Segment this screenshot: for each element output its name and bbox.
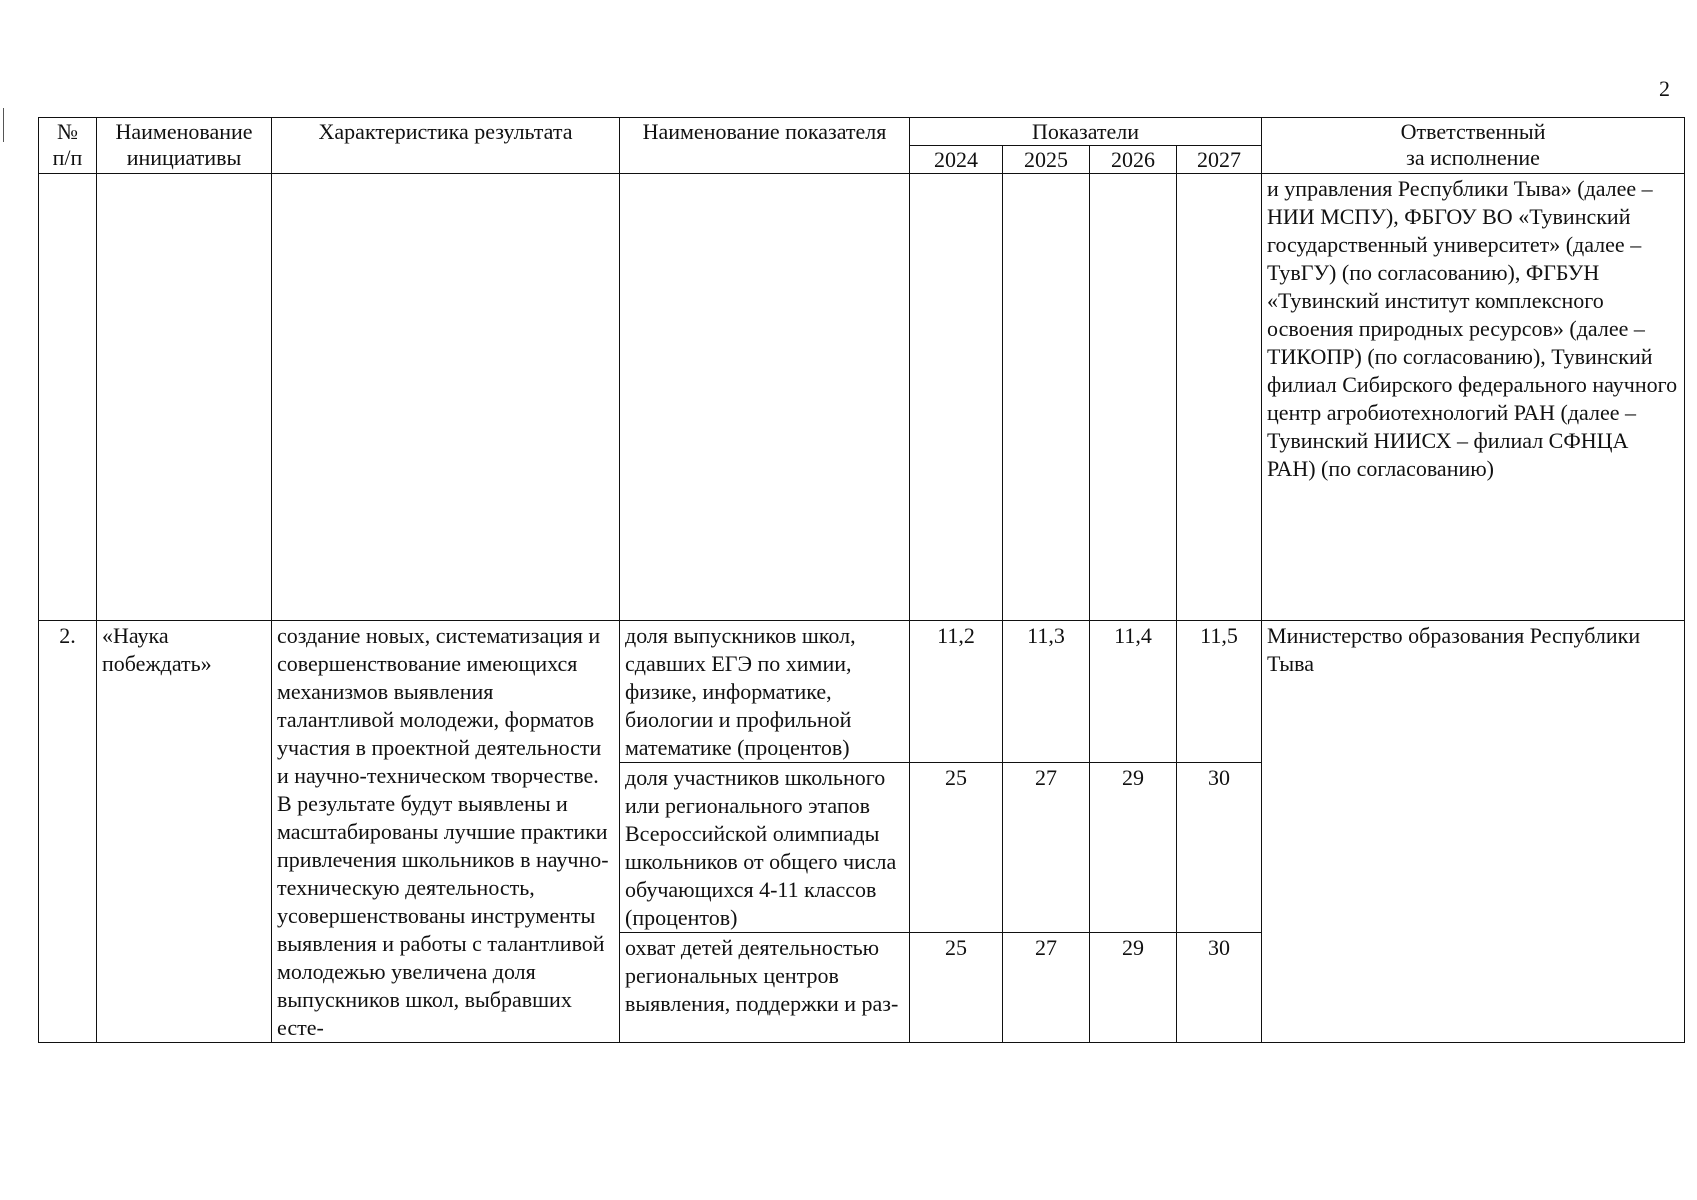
header-responsible-text: Ответственный за исполнение bbox=[1400, 119, 1546, 170]
cell-empty bbox=[39, 174, 97, 621]
header-num-text: № п/п bbox=[52, 119, 83, 170]
cell-empty bbox=[97, 174, 272, 621]
cell-empty bbox=[272, 174, 620, 621]
cell-value: 11,4 bbox=[1090, 621, 1177, 763]
cell-empty bbox=[1003, 174, 1090, 621]
margin-mark bbox=[3, 108, 4, 142]
cell-value: 27 bbox=[1003, 763, 1090, 933]
header-year: 2025 bbox=[1003, 146, 1090, 174]
cell-value: 11,2 bbox=[910, 621, 1003, 763]
cell-value: 27 bbox=[1003, 933, 1090, 1043]
cell-result: создание новых, систематизация и совершенствование имеющихся механизмов выявления талантливой молодежи, форматов участия в проектной деятельности и научно-техническом творчестве. В результате будут выявлены и масштабированы лучшие практики привлечения школьников в научно-техническую деятельность, усовершенствованы инструменты выявления и работы с талантливой молодежью увеличена доля выпускников школ, выбравших есте- bbox=[272, 621, 620, 1043]
cell-indicator-name: доля участников школьного или регионального этапов Всероссийской олимпиады школьников от общего числа обучающихся 4-11 классов (процентов) bbox=[620, 763, 910, 933]
table-row bbox=[39, 621, 1685, 763]
header-initiative-text: Наименование инициативы bbox=[115, 119, 253, 170]
cell-value: 11,5 bbox=[1177, 621, 1262, 763]
cell-indicator-name: охват детей деятельностью региональных центров выявления, поддержки и раз- bbox=[620, 933, 910, 1043]
cell-empty bbox=[620, 174, 910, 621]
header-year: 2024 bbox=[910, 146, 1003, 174]
cell-num: 2. bbox=[39, 621, 97, 1043]
header-row bbox=[39, 118, 1685, 146]
indicators-table bbox=[38, 117, 1685, 1043]
header-year: 2027 bbox=[1177, 146, 1262, 174]
header-num bbox=[39, 118, 97, 174]
header-indicator: Наименование показателя bbox=[620, 118, 910, 174]
header-result: Характеристика результата bbox=[272, 118, 620, 174]
cell-empty bbox=[910, 174, 1003, 621]
cell-empty bbox=[1177, 174, 1262, 621]
header-indicators-group: Показатели bbox=[910, 118, 1262, 146]
cell-value: 30 bbox=[1177, 763, 1262, 933]
cell-indicator-name: доля выпускников школ, сдавших ЕГЭ по химии, физике, информатике, биологии и профильной математике (процентов) bbox=[620, 621, 910, 763]
cell-empty bbox=[1090, 174, 1177, 621]
cell-value: 25 bbox=[910, 763, 1003, 933]
page-number: 2 bbox=[1659, 76, 1670, 101]
cell-value: 25 bbox=[910, 933, 1003, 1043]
cell-value: 30 bbox=[1177, 933, 1262, 1043]
cell-initiative: «Наука побеждать» bbox=[97, 621, 272, 1043]
header-initiative bbox=[97, 118, 272, 174]
cell-value: 29 bbox=[1090, 763, 1177, 933]
cell-value: 11,3 bbox=[1003, 621, 1090, 763]
table-row-continued bbox=[39, 174, 1685, 621]
header-responsible bbox=[1262, 118, 1685, 174]
cell-responsible: Министерство образования Республики Тыва bbox=[1262, 621, 1685, 1043]
cell-responsible-continued: и управления Республики Тыва» (далее – НИИ МСПУ), ФБГОУ ВО «Тувинский государственный университет» (далее – ТувГУ) (по согласованию), ФГБУН «Тувинский институт комплексного освоения природных ресурсов» (далее – ТИКОПР) (по согласованию), Тувинский филиал Сибирского федерального научного центр агробиотехнологий РАН (далее – Тувинский НИИСХ – филиал СФНЦА РАН) (по согласованию) bbox=[1262, 174, 1685, 621]
header-year: 2026 bbox=[1090, 146, 1177, 174]
cell-value: 29 bbox=[1090, 933, 1177, 1043]
